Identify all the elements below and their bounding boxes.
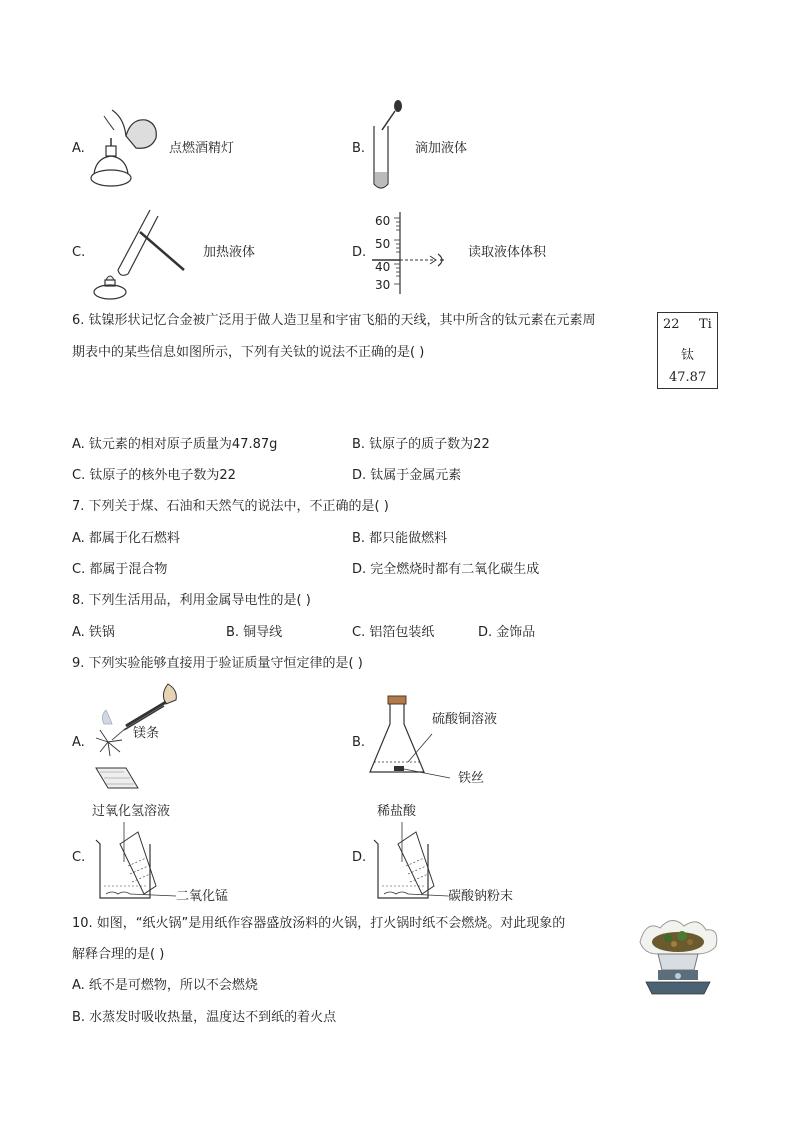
q7-option-c[interactable]: C. 都属于混合物 [72,562,168,577]
q9-label-iron-wire: 铁丝 [458,771,485,786]
paper-hotpot-image [636,914,720,1000]
q9-label-copper-sulfate: 硫酸铜溶液 [432,712,498,727]
q7-option-a[interactable]: A. 都属于化石燃料 [72,531,180,546]
q10-option-b[interactable]: B. 水蒸发时吸收热量，温度达不到纸的着火点 [72,1010,337,1025]
q6-option-c[interactable]: C. 钛原子的核外电子数为22 [72,468,236,483]
q9-label-na2co3: 碳酸钠粉末 [448,889,514,904]
element-symbol: Ti [699,317,712,332]
beaker-test-tube-d-icon [368,822,458,904]
q5-option-b-text: 滴加液体 [415,141,468,156]
q8-stem: 8. 下列生活用品，利用金属导电性的是( ) [72,593,311,608]
q8-option-d[interactable]: D. 金饰品 [478,625,536,640]
q5-option-c-text: 加热液体 [203,245,256,260]
q9-label-hcl: 稀盐酸 [377,804,417,819]
q10-option-a[interactable]: A. 纸不是可燃物，所以不会燃烧 [72,978,258,993]
beaker-test-tube-c-icon [90,822,180,904]
q8-option-b[interactable]: B. 铜导线 [226,625,283,640]
q9-label-h2o2: 过氧化氢溶液 [92,804,171,819]
q5-option-d-letter: D. [352,245,367,260]
element-mass: 47.87 [669,370,707,385]
q6-option-b[interactable]: B. 钛原子的质子数为22 [352,437,490,452]
alcohol-lamp-lighting-icon [86,108,166,193]
conical-flask-icon [366,694,506,788]
q7-option-d[interactable]: D. 完全燃烧时都有二氧化碳生成 [352,562,540,577]
cylinder-tick-60: 60 [375,214,391,228]
q9-option-c-letter: C. [72,850,86,865]
q5-option-c-letter: C. [72,245,86,260]
dropper-test-tube-icon [368,100,408,196]
q9-stem: 9. 下列实验能够直接用于验证质量守恒定律的是( ) [72,656,363,671]
element-name: 钛 [681,348,695,363]
q6-stem-line1: 6. 钛镍形状记忆合金被广泛用于做人造卫星和宇宙飞船的天线，其中所含的钛元素在元素周 [72,313,596,328]
q6-option-a[interactable]: A. 钛元素的相对原子质量为47.87g [72,437,278,452]
element-card-titanium [657,312,718,389]
q8-option-c[interactable]: C. 铝箔包装纸 [352,625,435,640]
q9-label-magnesium: 镁条 [133,726,160,741]
q6-option-d[interactable]: D. 钛属于金属元素 [352,468,462,483]
q10-stem-line1: 10. 如图，“纸火锅”是用纸作容器盛放汤料的火锅，打火锅时纸不会燃烧。对此现象的 [72,916,566,931]
q9-label-mno2: 二氧化锰 [176,889,229,904]
cylinder-tick-50: 50 [375,237,391,251]
q5-option-a-text: 点燃酒精灯 [169,141,235,156]
element-number: 22 [663,317,680,332]
q5-option-a-letter: A. [72,141,85,156]
q9-option-b-letter: B. [352,735,366,750]
q8-option-a[interactable]: A. 铁锅 [72,625,115,640]
heating-test-tube-icon [88,202,198,304]
q6-stem-line2: 期表中的某些信息如图所示，下列有关钛的说法不正确的是( ) [72,345,425,360]
q9-option-d-letter: D. [352,850,367,865]
q7-option-b[interactable]: B. 都只能做燃料 [352,531,448,546]
q5-option-d-text: 读取液体体积 [468,245,547,260]
cylinder-tick-30: 30 [375,278,391,292]
q10-stem-line2: 解释合理的是( ) [72,947,165,962]
q5-option-b-letter: B. [352,141,366,156]
q9-option-a-letter: A. [72,735,85,750]
cylinder-tick-40: 40 [375,260,391,274]
q7-stem: 7. 下列关于煤、石油和天然气的说法中，不正确的是( ) [72,499,389,514]
